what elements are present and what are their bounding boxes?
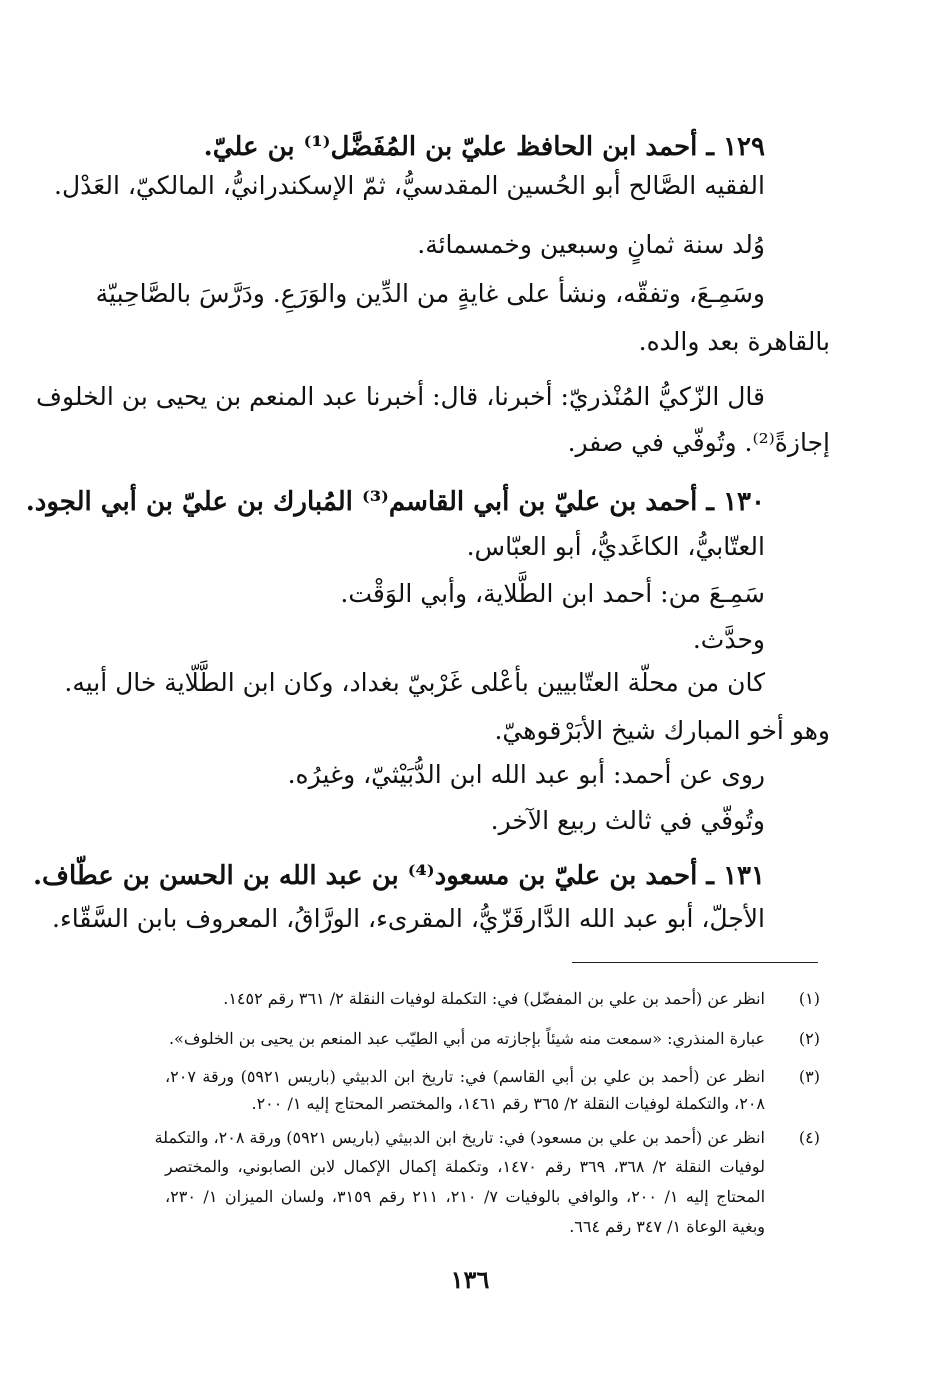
- footnote-number: (٣): [798, 1067, 820, 1086]
- entry-line: كان من محلّة العتّابيين بأعْلى غَرْبيّ بغداد، وكان ابن الطَّلّاية خال أبيه.: [64, 668, 765, 697]
- footnote-line: عبارة المنذري: «سمعت منه شيئاً بإجازته من أبي الطيّب عبد المنعم بن يحيى بن الخلوف».: [168, 1029, 765, 1048]
- footnote-line: وبغية الوعاة ١/ ٣٤٧ رقم ٦٦٤.: [569, 1217, 765, 1236]
- footnote-separator: [572, 962, 818, 963]
- entry-heading: ١٢٩ ـ أحمد ابن الحافظ عليّ بن المُفَضَّل⁽¹⁾ بن عليّ.: [203, 132, 765, 162]
- entry-line: قال الزّكيُّ المُنْذريّ: أخبرنا، قال: أخبرنا عبد المنعم بن يحيى بن الخلوف: [36, 382, 765, 411]
- entry-line: الفقيه الصَّالح أبو الحُسين المقدسيُّ، ثمّ الإسكندرانيُّ، المالكيّ، العَدْل.: [54, 171, 765, 200]
- entry-line: إجازةً⁽²⁾. وتُوفّي في صفر.: [567, 428, 830, 457]
- footnote-number: (٤): [798, 1128, 820, 1147]
- footnote-number: (١): [798, 989, 820, 1008]
- entry-line: الأجلّ، أبو عبد الله الدَّارقَزّيُّ، المقرىء، الورَّاقُ، المعروف بابن السَّقّاء.: [52, 904, 765, 933]
- footnote-line: لوفيات النقلة ٢/ ٣٦٨، ٣٦٩ رقم ١٤٧٠، وتكملة إكمال الإكمال لابن الصابوني، والمختصر: [165, 1157, 766, 1176]
- entry-line: وُلد سنة ثمانٍ وسبعين وخمسمائة.: [417, 230, 765, 259]
- entry-line: وهو أخو المبارك شيخ الأبَرْقوهيّ.: [494, 716, 830, 745]
- page-number: ١٣٦: [450, 1265, 490, 1294]
- footnote-line: انظر عن (أحمد بن علي بن مسعود) في: تاريخ ابن الدبيثي (باريس ٥٩٢١) ورقة ٢٠٨، والتكملة: [154, 1128, 765, 1147]
- entry-line: روى عن أحمد: أبو عبد الله ابن الدُّبَيْثيّ، وغيرُه.: [287, 760, 765, 789]
- entry-line: وتُوفّي في ثالث ربيع الآخر.: [490, 806, 765, 835]
- footnote-number: (٢): [798, 1029, 820, 1048]
- entry-line: بالقاهرة بعد والده.: [638, 327, 830, 356]
- entry-heading: ١٣١ ـ أحمد بن عليّ بن مسعود⁽⁴⁾ بن عبد الله بن الحسن بن عطّاف.: [32, 861, 765, 891]
- entry-heading: ١٣٠ ـ أحمد بن عليّ بن أبي القاسم⁽³⁾ المُبارك بن عليّ بن أبي الجود.: [25, 487, 765, 517]
- entry-line: وحدَّث.: [692, 625, 765, 654]
- footnote-line: المحتاج إليه ١/ ٢٠٠، والوافي بالوفيات ٧/ ٢١٠، ٢١١ رقم ٣١٥٩، ولسان الميزان ١/ ٢٣٠،: [165, 1187, 766, 1206]
- entry-line: سَمِـعَ من: أحمد ابن الطَّلاية، وأبي الوَقْت.: [340, 579, 765, 608]
- footnote-line: انظر عن (أحمد بن علي بن المفضّل) في: التكملة لوفيات النقلة ٢/ ٣٦١ رقم ١٤٥٢.: [223, 989, 765, 1008]
- footnote-line: ٢٠٨، والتكملة لوفيات النقلة ٢/ ٣٦٥ رقم ١٤٦١، والمختصر المحتاج إليه ١/ ٢٠٠.: [251, 1094, 765, 1113]
- entry-line: العتّابيُّ، الكاغَديُّ، أبو العبّاس.: [466, 532, 765, 561]
- footnote-line: انظر عن (أحمد بن علي بن أبي القاسم) في: تاريخ ابن الدبيثي (باريس ٥٩٢١) ورقة ٢٠٧،: [165, 1067, 766, 1086]
- entry-line: وسَمِـعَ، وتفقّه، ونشأ على غايةٍ من الدِّين والوَرَعِ. ودَرَّسَ بالصَّاحِبيّة: [95, 279, 765, 308]
